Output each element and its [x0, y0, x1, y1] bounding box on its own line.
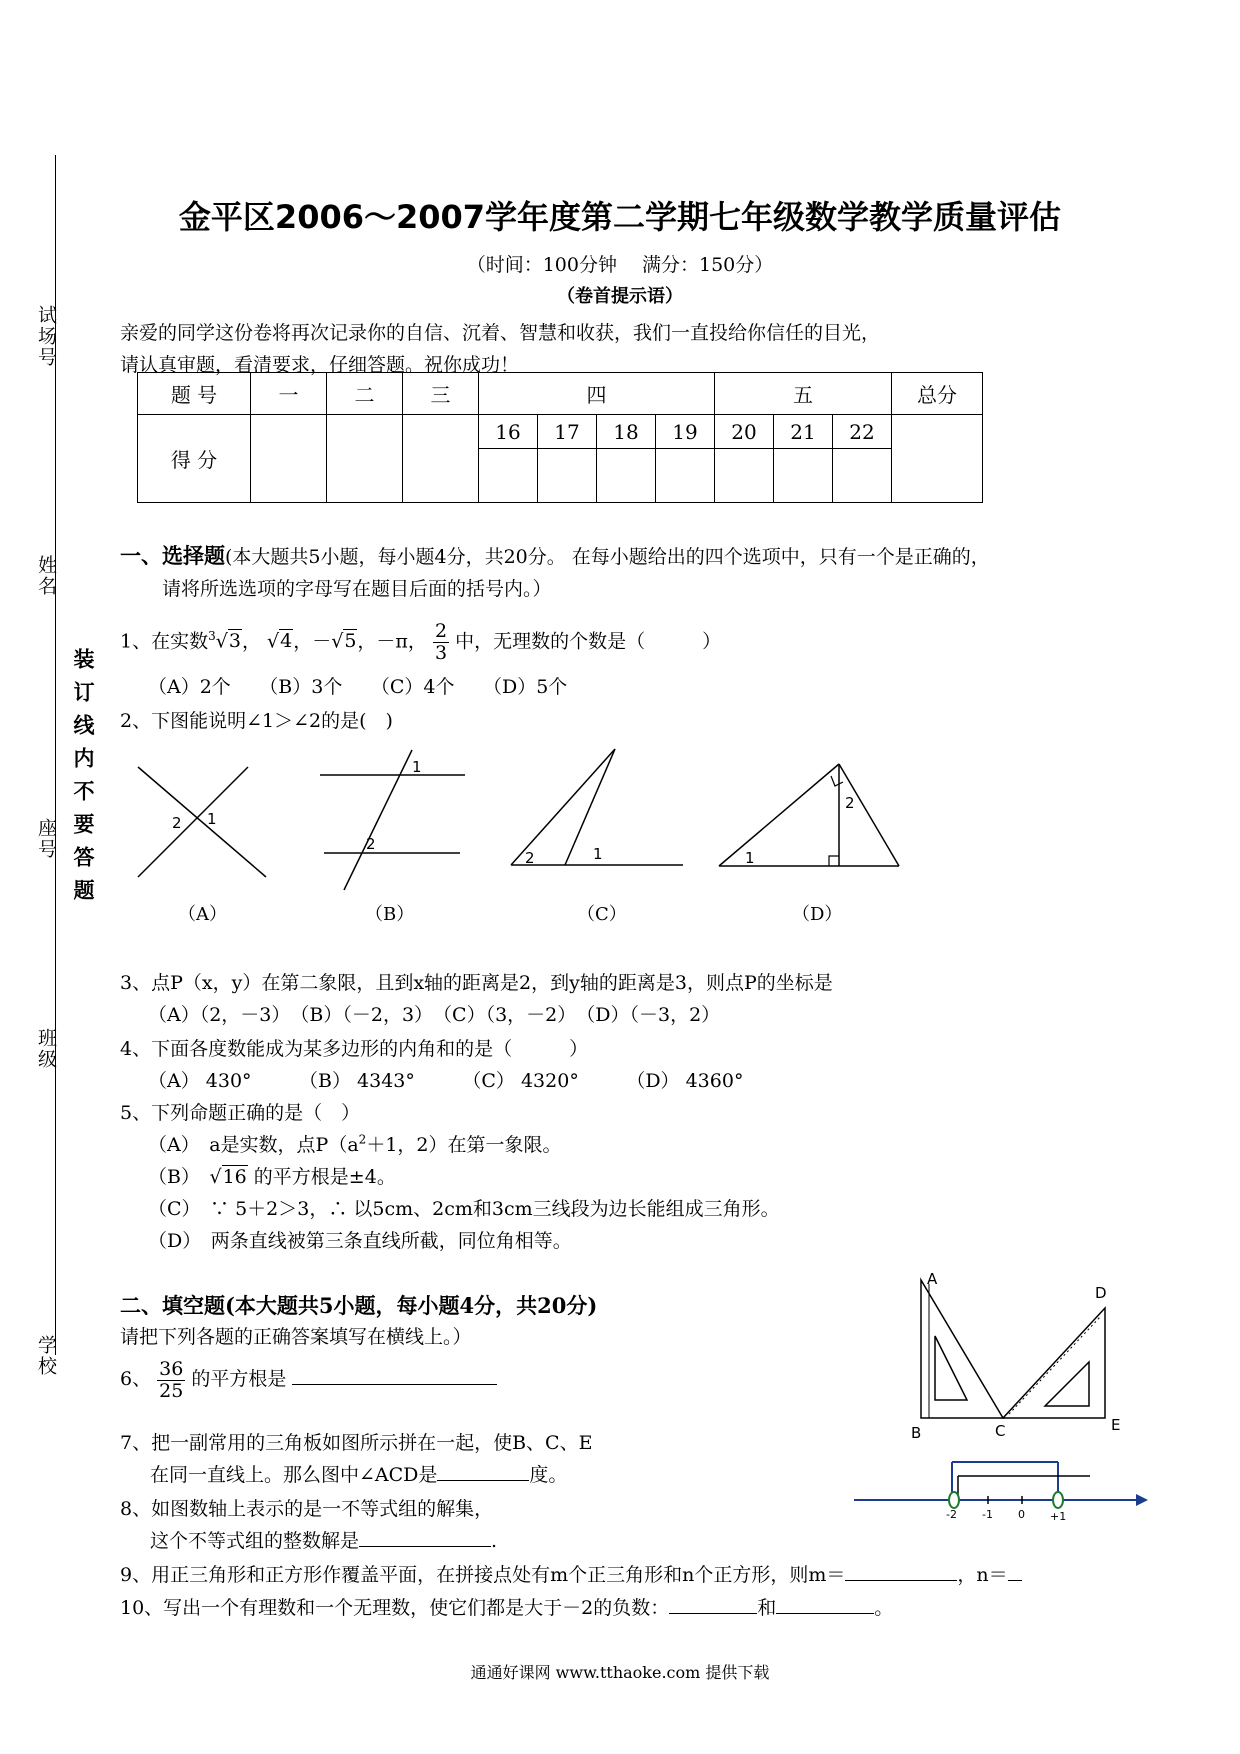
- score-header-1: 一: [251, 373, 327, 415]
- fig-b-label-1: 1: [412, 758, 422, 776]
- label-a: A: [927, 1270, 938, 1288]
- q2-caption-b: （B）: [365, 904, 415, 925]
- q1-frac-num: 2: [434, 619, 448, 642]
- q3-options: （A）（2，－3） （B）（－2，3） （C）（3，－2） （D）（－3，2）: [148, 1004, 721, 1026]
- fig-b-transversal: [344, 750, 412, 890]
- margin-school: 学校: [35, 1335, 57, 1377]
- question-4: 4、下面各度数能成为某多边形的内角和的是（ ）: [120, 1038, 589, 1060]
- tick-label-0: 0: [1018, 1508, 1025, 1521]
- question-6: [120, 1355, 497, 1403]
- tick-label-minus-2: -2: [946, 1508, 957, 1521]
- section1-header: [120, 540, 990, 570]
- section1-desc2: 请将所选选项的字母写在题目后面的括号内。）: [162, 578, 552, 600]
- score-sub-18: 18: [597, 415, 656, 449]
- fig-d-side-right: [839, 764, 899, 866]
- score-cell-total: [892, 415, 983, 503]
- score-header-label: 题 号: [138, 373, 251, 415]
- radical-icon: √: [266, 630, 280, 653]
- q1-pi: ，－π，: [357, 630, 427, 653]
- set-square-right-inner: [1045, 1362, 1089, 1406]
- q6-frac-num: 36: [159, 1357, 184, 1380]
- fig-c-label-1: 1: [593, 845, 603, 863]
- fig-d-side-left: [719, 764, 839, 866]
- score-cell: [251, 415, 327, 503]
- prompt-line-2: 请认真审题，看清要求，仔细答题。祝你成功！: [120, 354, 520, 376]
- set-square-left: [921, 1280, 1003, 1418]
- q1-neg: －: [312, 630, 332, 653]
- q1-cbrt-radicand: 3: [228, 630, 241, 653]
- q5-a-post: ＋1，2）在第一象限。: [366, 1134, 562, 1156]
- radical-icon: √: [209, 1166, 222, 1188]
- q7-line2-post: 度。: [529, 1464, 568, 1486]
- q1-options: （A）2个 （B）3个 （C）4个 （D）5个: [148, 676, 568, 698]
- score-header-2: 二: [327, 373, 403, 415]
- q5-option-c: （C） ∵ 5＋2＞3，∴ 以5cm、2cm和3cm三线段为边长能组成三角形。: [148, 1198, 780, 1220]
- label-b: B: [911, 1424, 922, 1442]
- open-circle-right: [1053, 1492, 1063, 1508]
- tick-label-plus-1: +1: [1050, 1510, 1067, 1523]
- q2-caption-d: （D）: [792, 904, 843, 925]
- q1-sqrt5: 5: [344, 630, 357, 653]
- score-sub-21: 21: [774, 415, 833, 449]
- fig-d-label-1: 1: [745, 849, 755, 867]
- q9-m-blank[interactable]: [845, 1560, 957, 1581]
- q6-prefix: 6、: [120, 1368, 152, 1390]
- q9-n-blank[interactable]: [1008, 1560, 1022, 1581]
- q1-sqrt4: 4: [280, 630, 293, 653]
- fig-c-side-mid: [565, 749, 615, 865]
- score-cell: [656, 449, 715, 503]
- q6-suffix: 的平方根是: [191, 1368, 287, 1390]
- margin-name: 姓名: [35, 555, 57, 597]
- q2-caption-a: （A）: [178, 904, 227, 925]
- score-cell: [774, 449, 833, 503]
- q8-line2-post: .: [491, 1530, 498, 1552]
- score-cell: [327, 415, 403, 503]
- margin-seat: 座号: [35, 818, 57, 860]
- question-3: 3、点P（x，y）在第二象限，且到x轴的距离是2，到y轴的距离是3，则点P的坐标是: [120, 972, 833, 994]
- q8-number-line: [850, 1452, 1150, 1532]
- q10-mid: 和: [757, 1597, 777, 1619]
- q8-line-2: [150, 1526, 497, 1553]
- q5-option-b: [148, 1162, 396, 1189]
- section2-desc: 请把下列各题的正确答案填写在横线上。）: [120, 1326, 472, 1348]
- radical-icon: √: [331, 630, 344, 653]
- question-5: 5、下列命题正确的是（ ）: [120, 1102, 361, 1124]
- section1-desc1: (本大题共5小题，每小题4分，共20分。 在每小题给出的四个选项中，只有一个是正确的，: [225, 546, 990, 568]
- score-row-label: 得 分: [138, 415, 251, 503]
- score-header-5: 五: [715, 373, 892, 415]
- score-header-total: 总分: [892, 373, 983, 415]
- q5-option-d: （D） 两条直线被第三条直线所截，同位角相等。: [148, 1230, 572, 1252]
- score-table: [137, 372, 983, 503]
- q5-b-post: 的平方根是±4。: [247, 1166, 396, 1188]
- q8-line2-pre: 这个不等式组的整数解是: [150, 1530, 360, 1552]
- q5-b-pre: （B）: [148, 1166, 210, 1188]
- fig-a-label-1: 1: [207, 810, 217, 828]
- fig-d-label-2: 2: [845, 794, 855, 812]
- q6-frac-den: 25: [159, 1379, 184, 1402]
- section1-heading: 一、选择题: [120, 543, 225, 568]
- section2-heading: 二、填空题(本大题共5小题，每小题4分，共20分): [120, 1293, 598, 1318]
- q7-answer-blank[interactable]: [437, 1460, 529, 1481]
- q2-figure-d: [715, 760, 905, 875]
- q2-figure-a: [130, 755, 280, 885]
- open-circle-left: [949, 1492, 959, 1508]
- q4-options: （A） 430° （B） 4343° （C） 4320° （D） 4360°: [148, 1070, 744, 1092]
- score-header-4: 四: [479, 373, 715, 415]
- q10-post: 。: [874, 1597, 894, 1619]
- q9-mid: ，n＝: [957, 1564, 1008, 1586]
- q6-fraction: [157, 1359, 185, 1402]
- q10-blank-2[interactable]: [776, 1593, 874, 1614]
- margin-no-answer-notice: 装订线内不要答题: [71, 648, 96, 912]
- fig-c-label-2: 2: [525, 849, 535, 867]
- q9-pre: 9、用正三角形和正方形作覆盖平面，在拼接点处有m个正三角形和n个正方形，则m＝: [120, 1564, 846, 1586]
- question-2: 2、下图能说明∠1＞∠2的是( ): [120, 710, 393, 732]
- q5-a-pre: （A） a是实数，点P（a: [148, 1134, 359, 1156]
- arrow-icon: [1136, 1494, 1148, 1506]
- q10-blank-1[interactable]: [669, 1593, 757, 1614]
- q1-suffix: 中，无理数的个数是（ ）: [455, 630, 722, 653]
- set-square-right-edge: [1009, 1316, 1101, 1414]
- score-cell: [479, 449, 538, 503]
- page-title: 金平区2006～2007学年度第二学期七年级数学教学质量评估: [178, 198, 1062, 236]
- score-cell: [538, 449, 597, 503]
- label-c: C: [995, 1422, 1006, 1440]
- q5-option-a: [148, 1130, 562, 1157]
- q8-line-1: 8、如图数轴上表示的是一不等式组的解集，: [120, 1498, 494, 1520]
- question-1: 1、在实数$^3$√3， √4，－√5，－π， $\frac{2}{3}$ 中，无理数的个数是（ ）: [120, 619, 722, 664]
- q2-caption-c: （C）: [577, 904, 627, 925]
- q7-line2-pre: 在同一直线上。那么图中∠ACD是: [150, 1464, 438, 1486]
- question-10: [120, 1593, 893, 1620]
- score-cell: [597, 449, 656, 503]
- prompt-label: （卷首提示语）: [557, 286, 683, 307]
- prompt-line-1: 亲爱的同学这份卷将再次记录你的自信、沉着、智慧和收获，我们一直投给你信任的目光，: [120, 322, 881, 344]
- score-sub-20: 20: [715, 415, 774, 449]
- q5-b-radicand: 16: [222, 1166, 247, 1188]
- score-header-3: 三: [403, 373, 479, 415]
- fig-a-line-1: [138, 767, 266, 877]
- q7-line-2: [150, 1460, 567, 1487]
- q7-line-1: 7、把一副常用的三角板如图所示拼在一起，使B、C、E: [120, 1432, 593, 1454]
- label-e: E: [1111, 1416, 1121, 1434]
- q2-figure-c: [505, 745, 690, 875]
- fig-a-line-2: [138, 767, 248, 877]
- score-sub-19: 19: [656, 415, 715, 449]
- margin-class: 班级: [35, 1028, 57, 1070]
- exam-info: （时间：100分钟 满分：150分）: [466, 254, 774, 276]
- tick-label-minus-1: -1: [982, 1508, 993, 1521]
- q1-prefix: 1、在实数: [120, 630, 209, 653]
- q10-pre: 10、写出一个有理数和一个无理数，使它们都是大于－2的负数：: [120, 1597, 670, 1619]
- fig-d-right-angle-mark: [829, 856, 839, 866]
- question-9: [120, 1560, 1022, 1587]
- q7-triangle-figure: [905, 1270, 1125, 1445]
- q6-answer-blank[interactable]: [292, 1364, 497, 1385]
- radical-icon: √: [215, 630, 228, 653]
- margin-exam-room: 试场号: [35, 305, 57, 368]
- q1-frac-den: 3: [434, 641, 448, 664]
- q2-figure-b: [310, 745, 470, 895]
- score-cell: [833, 449, 892, 503]
- q8-answer-blank[interactable]: [359, 1526, 491, 1547]
- q5-a-sup: 2: [358, 1132, 367, 1147]
- label-d: D: [1095, 1284, 1107, 1302]
- page-footer: 通通好课网 www.tthaoke.com 提供下载: [470, 1663, 770, 1682]
- score-sub-22: 22: [833, 415, 892, 449]
- score-sub-16: 16: [479, 415, 538, 449]
- score-sub-17: 17: [538, 415, 597, 449]
- set-square-left-inner: [935, 1336, 967, 1400]
- score-cell: [715, 449, 774, 503]
- q1-fraction: [433, 621, 449, 664]
- fig-d-angle-mark: [831, 776, 843, 786]
- fig-b-label-2: 2: [366, 835, 376, 853]
- score-cell: [403, 415, 479, 503]
- q1-cbrt-index: 3: [208, 629, 216, 643]
- fig-a-label-2: 2: [172, 814, 182, 832]
